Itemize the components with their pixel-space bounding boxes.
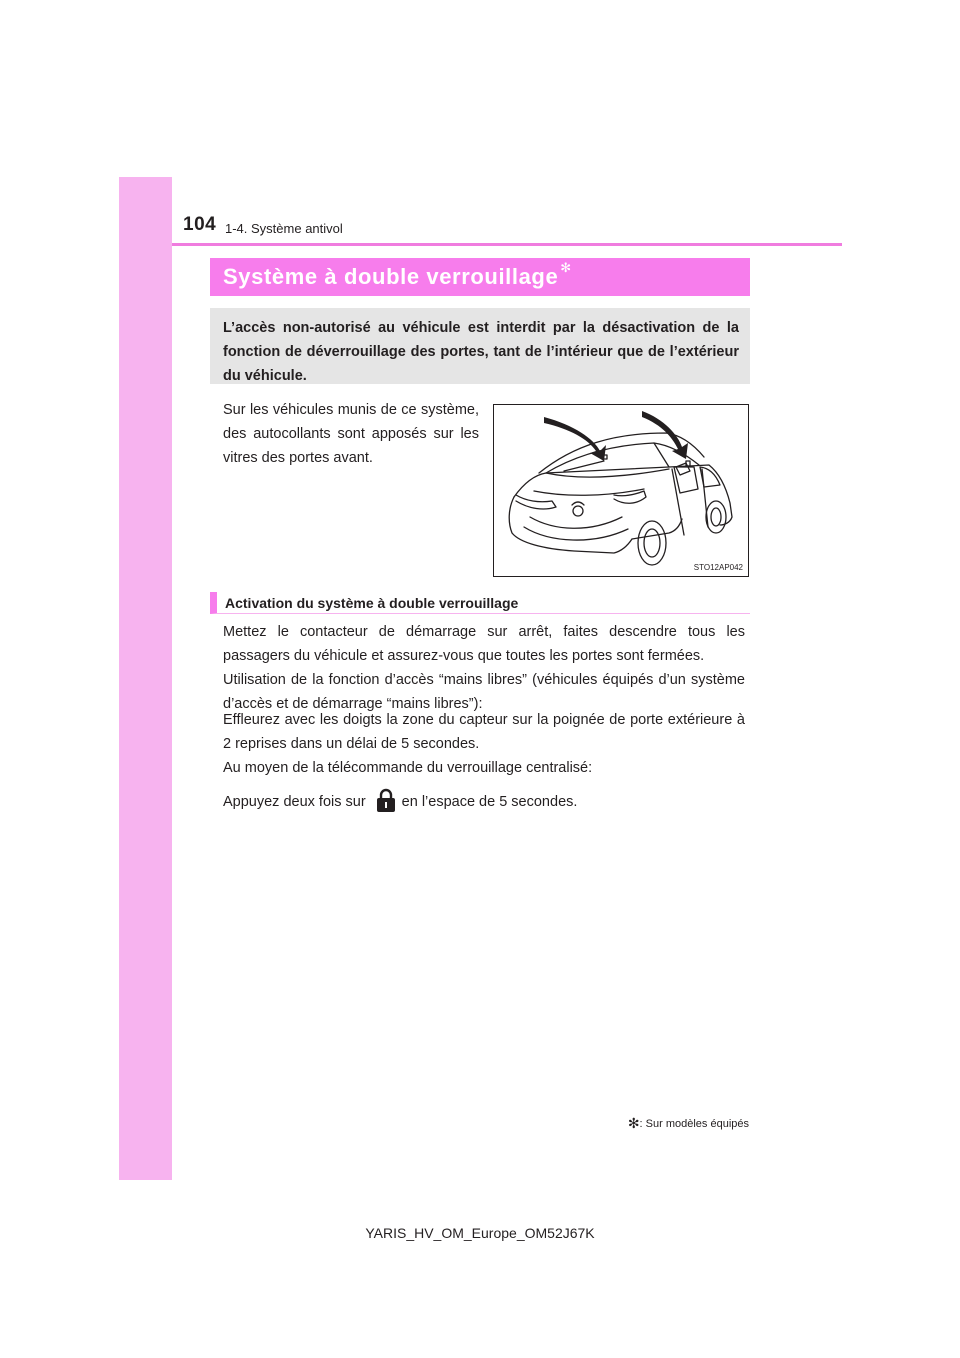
car-illustration: [493, 404, 749, 577]
equipped-mark: ✻: [560, 260, 572, 275]
step-paragraph-1: Mettez le contacteur de démarrage sur arrêt, faites descendre tous les passagers du véhicule et assurez-vous que toutes les portes sont fermées.: [223, 624, 745, 664]
step-paragraph-4: [223, 788, 745, 814]
subsection-heading: Activation du système à double verrouillage: [210, 592, 750, 614]
side-tab-band: [119, 177, 172, 1180]
footnote-text: : Sur modèles équipés: [639, 1118, 749, 1130]
lock-icon: [376, 788, 396, 812]
figure-code: STO12AP042: [693, 563, 743, 572]
step-4-after: en l’espace de 5 secondes.: [401, 794, 578, 810]
step-paragraph-2b: Effleurez avec les doigts la zone du capteur sur la poignée de porte extérieure à 2 reprises dans un délai de 5 secondes.: [223, 712, 745, 752]
footnote: [628, 1115, 749, 1132]
step-paragraph-2a: Utilisation de la fonction d’accès “mains libres” (véhicules équipés d’un système d’accès et de démarrage “mains libres”):: [223, 672, 745, 712]
page-number: 104: [183, 214, 217, 235]
step-paragraph-3: Au moyen de la télécommande du verrouillage centralisé:: [223, 760, 593, 776]
sticker-description: Sur les véhicules munis de ce système, des autocollants sont apposés sur les vitres des portes avant.: [223, 402, 479, 466]
step-4-before: Appuyez deux fois sur: [223, 794, 366, 810]
footnote-mark: ✻: [627, 1115, 640, 1131]
section-reference: 1-4. Système antivol: [225, 221, 343, 236]
header-rule: [172, 243, 842, 246]
section-title: Système à double verrouillage: [223, 264, 559, 289]
section-title-bar: [210, 258, 750, 296]
intro-box: L’accès non-autorisé au véhicule est interdit par la désactivation de la fonction de déverrouillage des portes, tant de l’intérieur que de l’extérieur du véhicule.: [210, 308, 750, 384]
footer-document-code: YARIS_HV_OM_Europe_OM52J67K: [365, 1225, 595, 1241]
car-drawing-icon: [494, 405, 748, 576]
